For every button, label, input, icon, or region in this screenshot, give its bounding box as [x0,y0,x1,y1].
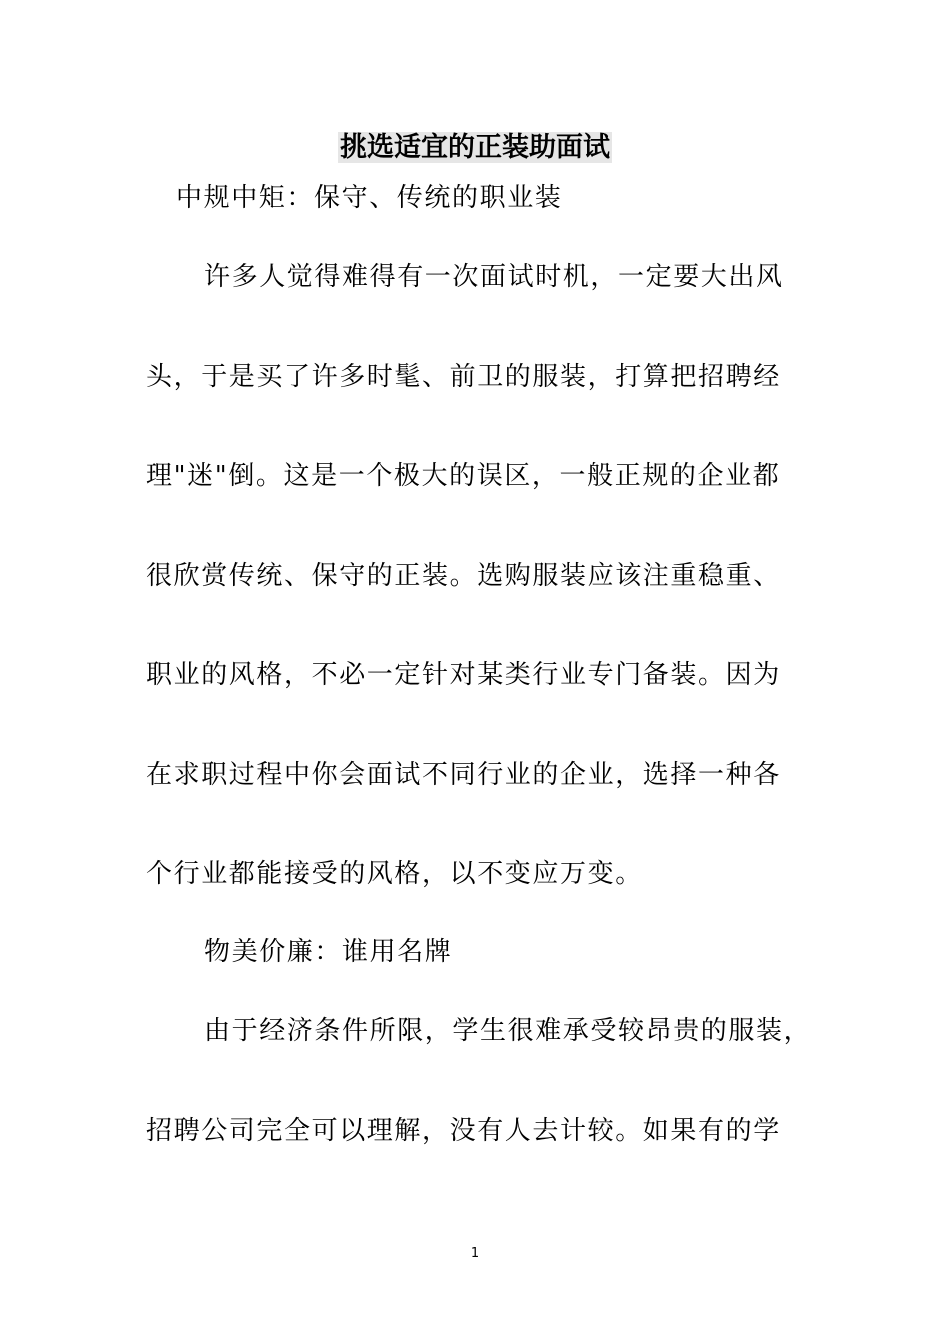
paragraph-line: 招聘公司完全可以理解，没有人去计较。如果有的学 [146,1116,781,1146]
paragraph-line: 理"迷"倒。这是一个极大的误区，一般正规的企业都 [146,461,781,491]
paragraph-line: 在求职过程中你会面试不同行业的企业，选择一种各 [146,760,781,790]
document-title [0,128,950,168]
section-heading-1: 中规中矩：保守、传统的职业装 [176,183,563,213]
paragraph-line: 头，于是买了许多时髦、前卫的服装，打算把招聘经 [146,362,781,392]
section-heading-2: 物美价廉：谁用名牌 [204,937,453,967]
page-number: 1 [470,1246,480,1261]
paragraph-line: 职业的风格，不必一定针对某类行业专门备装。因为 [146,660,781,690]
paragraph-line: 很欣赏传统、保守的正装。选购服装应该注重稳重、 [146,561,781,591]
title-text: 挑选适宜的正装助面试 [340,132,610,163]
paragraph-line: 许多人觉得难得有一次面试时机，一定要大出风 [204,262,784,292]
paragraph-line: 个行业都能接受的风格，以不变应万变。 [146,859,643,889]
paragraph-line: 由于经济条件所限，学生很难承受较昂贵的服装， [204,1016,812,1046]
